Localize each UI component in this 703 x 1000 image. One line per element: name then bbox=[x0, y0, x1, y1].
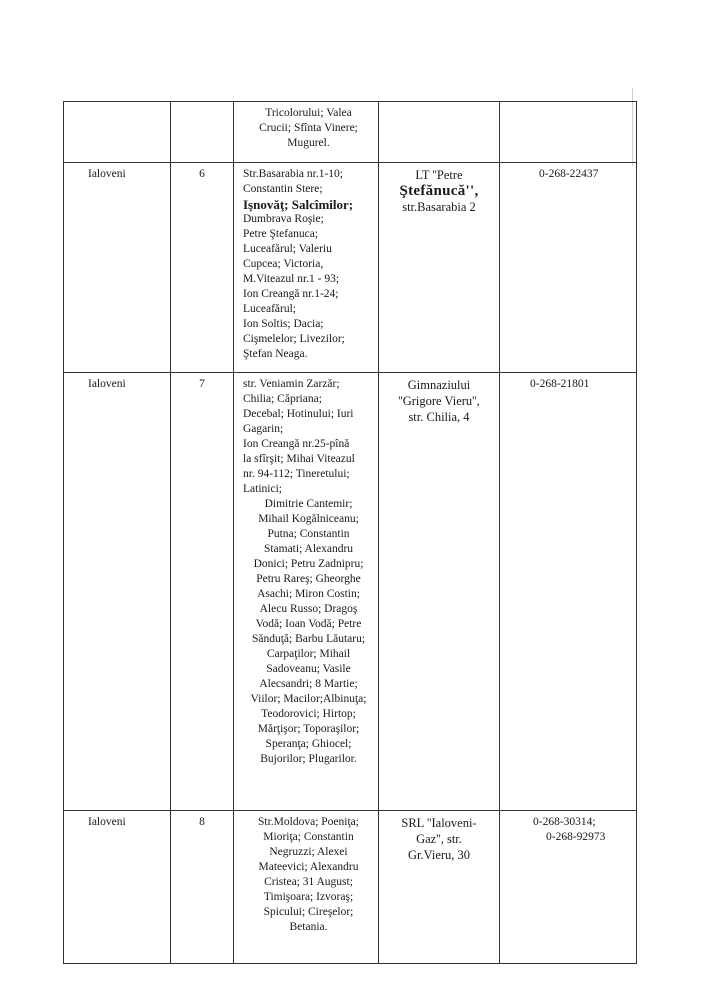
street-line: Sănduţă; Barbu Lăutaru; bbox=[251, 633, 366, 645]
street-line: Dumbrava Roşie; bbox=[243, 213, 324, 225]
street-line: Petru Rareş; Gheorghe bbox=[256, 573, 361, 585]
street-line: Ion Creangă nr.1-24; bbox=[243, 288, 339, 300]
street-line: Petre Ştefanuca; bbox=[243, 228, 319, 240]
street-line: Ştefan Neaga. bbox=[243, 348, 308, 360]
locality-cell: Ialoveni bbox=[64, 373, 171, 811]
table-row bbox=[64, 102, 637, 163]
locality-cell: Ialoveni bbox=[64, 163, 171, 373]
street-line: Spicului; Cireşelor; bbox=[263, 906, 354, 918]
streets-cell bbox=[234, 163, 379, 373]
venue-line: Gaz'', str. bbox=[416, 832, 462, 846]
street-line: Str.Moldova; Poeniţa; bbox=[258, 816, 359, 828]
polling-stations-table bbox=[63, 101, 637, 964]
street-line: Ion Creangă nr.25-pînă bbox=[243, 438, 350, 450]
street-line: Constantin Stere; bbox=[243, 183, 323, 195]
table-row bbox=[64, 811, 637, 964]
street-line: Negruzzi; Alexei bbox=[269, 846, 348, 858]
street-line: Mugurel. bbox=[287, 137, 330, 149]
venue-line: LT ''Petre bbox=[415, 168, 463, 182]
phone-number: 0-268-92973 bbox=[546, 831, 606, 843]
street-line: Işnovăţ; Salcîmilor; bbox=[243, 197, 354, 212]
street-line: Mateevici; Alexandru bbox=[258, 861, 359, 873]
street-line: Mărţişor; Toporaşilor; bbox=[257, 723, 360, 735]
street-line: str. Veniamin Zarzăr; bbox=[243, 378, 340, 390]
street-line: Luceafărul; Valeriu bbox=[243, 243, 332, 255]
street-line: Luceafărul; bbox=[243, 303, 296, 315]
locality-cell: Ialoveni bbox=[64, 811, 171, 964]
phone-number: 0-268-21801 bbox=[530, 378, 590, 390]
street-line: Viilor; Macilor;Albinuţa; bbox=[250, 693, 367, 705]
street-line: Teodorovici; Hirtop; bbox=[261, 708, 356, 720]
venue-line: Ştefănucă'', bbox=[399, 183, 479, 199]
venue-cell bbox=[379, 373, 500, 811]
phone-cell bbox=[500, 373, 637, 811]
phone-cell bbox=[500, 811, 637, 964]
street-line: Chilia; Căpriana; bbox=[243, 393, 322, 405]
street-line: Alecu Russo; Dragoş bbox=[259, 603, 358, 615]
street-line: Tricolorului; Valea bbox=[265, 107, 352, 119]
street-line: Ion Soltis; Dacia; bbox=[243, 318, 324, 330]
street-line: M.Viteazul nr.1 - 93; bbox=[243, 273, 340, 285]
street-line: Gagarin; bbox=[243, 423, 284, 435]
street-line: Sadoveanu; Vasile bbox=[266, 663, 351, 675]
venue-cell bbox=[379, 811, 500, 964]
street-line: la sfîrşit; Mihai Viteazul bbox=[243, 453, 355, 465]
venue-cell bbox=[379, 102, 500, 163]
street-line: nr. 94-112; Tineretului; bbox=[243, 468, 350, 480]
venue-line: ''Grigore Vieru'', bbox=[398, 394, 480, 408]
street-line: Cristea; 31 August; bbox=[264, 876, 353, 888]
street-line: Mihail Kogălniceanu; bbox=[258, 513, 359, 525]
venue-line: str. Chilia, 4 bbox=[408, 410, 470, 424]
district-number-cell: 8 bbox=[171, 811, 234, 964]
district-number-cell: 6 bbox=[171, 163, 234, 373]
street-line: Asachi; Miron Costin; bbox=[257, 588, 360, 600]
venue-cell bbox=[379, 163, 500, 373]
streets-cell bbox=[234, 373, 379, 811]
district-number-cell: 7 bbox=[171, 373, 234, 811]
street-line: Alecsandri; 8 Martie; bbox=[259, 678, 358, 690]
street-line: Bujorilor; Plugarilor. bbox=[260, 753, 357, 765]
phone-cell bbox=[500, 163, 637, 373]
street-line: Stamati; Alexandru bbox=[263, 543, 354, 555]
street-line: Crucii; Sfînta Vinere; bbox=[259, 122, 358, 134]
street-line: Dimitrie Cantemir; bbox=[264, 498, 353, 510]
street-line: Vodă; Ioan Vodă; Petre bbox=[255, 618, 362, 630]
street-line: Mioriţa; Constantin bbox=[263, 831, 354, 843]
table-row bbox=[64, 373, 637, 811]
street-line: Cupcea; Victoria, bbox=[243, 258, 324, 270]
phone-number: 0-268-30314; bbox=[533, 816, 596, 828]
street-line: Speranţa; Ghiocel; bbox=[265, 738, 352, 750]
locality-cell bbox=[64, 102, 171, 163]
street-line: Betania. bbox=[289, 921, 328, 933]
street-line: Decebal; Hotinului; Iuri bbox=[243, 408, 354, 420]
street-line: Latinici; bbox=[243, 483, 282, 495]
street-line: Donici; Petru Zadnipru; bbox=[253, 558, 364, 570]
phone-cell bbox=[500, 102, 637, 163]
streets-cell bbox=[234, 102, 379, 163]
venue-line: Gimnaziului bbox=[407, 378, 471, 392]
streets-cell bbox=[234, 811, 379, 964]
venue-line: SRL ''Ialoveni- bbox=[401, 816, 477, 830]
phone-number: 0-268-22437 bbox=[539, 168, 599, 180]
street-line: Carpaţilor; Mihail bbox=[266, 648, 351, 660]
street-line: Str.Basarabia nr.1-10; bbox=[243, 168, 343, 180]
venue-line: str.Basarabia 2 bbox=[402, 200, 476, 214]
street-line: Cişmelelor; Livezilor; bbox=[243, 333, 345, 345]
table-row bbox=[64, 163, 637, 373]
venue-line: Gr.Vieru, 30 bbox=[407, 848, 471, 862]
street-line: Timişoara; Izvoraş; bbox=[263, 891, 354, 903]
street-line: Putna; Constantin bbox=[267, 528, 350, 540]
district-number-cell bbox=[171, 102, 234, 163]
